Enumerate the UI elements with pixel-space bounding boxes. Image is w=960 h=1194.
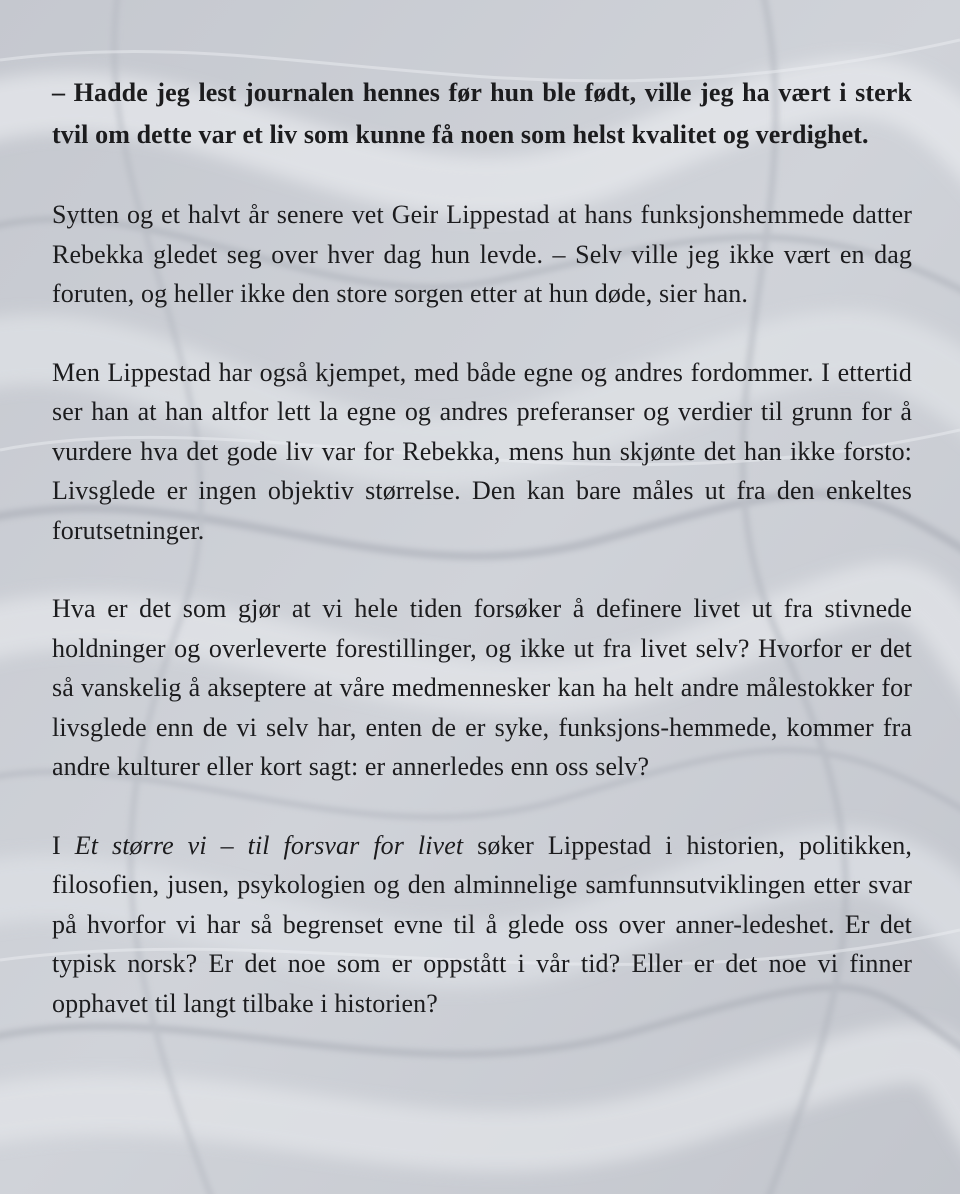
- paragraph-4-rest: søker Lippestad i historien, politikken, filosofien, jusen, psykologien og den alminnelige samfunnsutviklingen etter svar på hvorfor vi har så begrenset evne til å glede oss over anner-ledeshet. Er det typisk norsk? Er det noe som er oppstått i vår tid? Eller er det noe vi finner opphavet til langt tilbake i historien?: [52, 830, 913, 1018]
- paragraph-1: Sytten og et halvt år senere vet Geir Lippestad at hans funksjonshemmede datter Rebekka gledet seg over hver dag hun levde. – Selv ville jeg ikke vært en dag foruten, og heller ikke den store sorgen etter at hun døde, sier han.: [52, 200, 912, 308]
- paragraph-4: [52, 826, 912, 1024]
- paragraph-2: Men Lippestad har også kjempet, med både egne og andres fordommer. I ettertid ser han at han altfor lett la egne og andres preferanser og verdier til grunn for å vurdere hva det gode liv var for Rebekka, mens hun skjønte det han ikke forsto: Livsglede er ingen objektiv størrelse. Den kan bare måles ut fra den enkeltes forutsetninger.: [52, 357, 912, 545]
- book-title: Et større vi – til forsvar for livet: [74, 830, 464, 860]
- paragraph-3: Hva er det som gjør at vi hele tiden forsøker å definere livet ut fra stivnede holdninger og overleverte forestillinger, og ikke ut fra livet selv? Hvorfor er det så vanskelig å akseptere at våre medmennesker kan ha helt andre målestokker for livsglede enn de vi selv har, enten de er syke, funksjons-hemmede, kommer fra andre kulturer eller kort sagt: er annerledes enn oss selv?: [52, 594, 912, 781]
- document-body: [52, 72, 912, 1062]
- paragraph-4-prefix: I: [52, 830, 75, 860]
- lead-quote: – Hadde jeg lest journalen hennes før hun ble født, ville jeg ha vært i sterk tvil om dette var et liv som kunne få noen som helst kvalitet og verdighet.: [52, 78, 912, 149]
